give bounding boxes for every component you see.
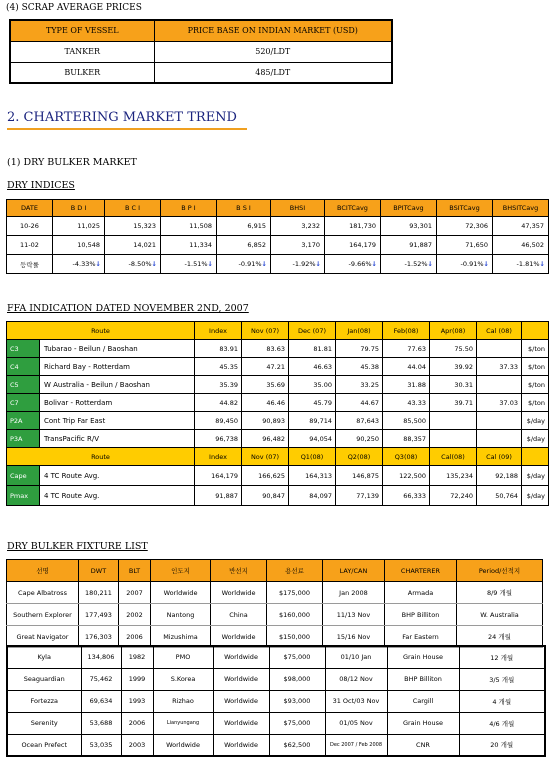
ffa-value: 44.04 bbox=[383, 358, 430, 376]
fixture-cell: Grain House bbox=[387, 646, 459, 668]
ffa-unit: $/day bbox=[522, 430, 549, 448]
dry-indices-title: DRY INDICES bbox=[7, 180, 75, 191]
section-divider bbox=[7, 128, 247, 130]
ffa-unit: $/day bbox=[522, 466, 549, 486]
fixture-cell: Seaguardian bbox=[7, 668, 81, 690]
route-code: C7 bbox=[7, 394, 40, 412]
ffa-header-cell: Cal(08) bbox=[430, 448, 477, 466]
route-name: 4 TC Route Avg. bbox=[40, 486, 195, 506]
ffa-value: 35.69 bbox=[242, 376, 289, 394]
ffa-header-cell: Nov (07) bbox=[242, 322, 289, 340]
ffa-value: 166,625 bbox=[242, 466, 289, 486]
scrap-cell: TANKER bbox=[10, 41, 154, 62]
scrap-cell: BULKER bbox=[10, 62, 154, 83]
fixture-cell: Worldwide bbox=[213, 646, 269, 668]
ffa-value: 122,500 bbox=[383, 466, 430, 486]
ffa-header-cell: Q3(08) bbox=[383, 448, 430, 466]
ffa-value: 89,450 bbox=[195, 412, 242, 430]
dry-bulker-market-title: (1) DRY BULKER MARKET bbox=[7, 157, 137, 168]
change-cell bbox=[325, 255, 381, 274]
ffa-value: 87,643 bbox=[336, 412, 383, 430]
scrap-cell: 520/LDT bbox=[154, 41, 392, 62]
indices-header-cell: BCITCavg bbox=[325, 200, 381, 217]
ffa-value: 47.21 bbox=[242, 358, 289, 376]
fixture-cell: Kyla bbox=[7, 646, 81, 668]
fixture-cell: Worldwide bbox=[153, 734, 213, 756]
change-value: -4.33% bbox=[72, 260, 96, 268]
ffa-value: 85,500 bbox=[383, 412, 430, 430]
scrap-cell: 485/LDT bbox=[154, 62, 392, 83]
ffa-value: 164,179 bbox=[195, 466, 242, 486]
indices-cell: 11,025 bbox=[53, 217, 105, 236]
fixture-header-cell: Period/선적지 bbox=[457, 560, 543, 582]
route-code: P3A bbox=[7, 430, 40, 448]
fixture-row bbox=[7, 690, 545, 712]
ffa-value: 88,357 bbox=[383, 430, 430, 448]
route-name: W Australia - Beilun / Baoshan bbox=[40, 376, 195, 394]
fixture-cell: Jan 2008 bbox=[323, 582, 385, 604]
fixture-header-row bbox=[7, 560, 543, 582]
fixture-cell: 1999 bbox=[121, 668, 153, 690]
indices-cell: 14,021 bbox=[105, 236, 161, 255]
indices-cell: 11-02 bbox=[7, 236, 53, 255]
ffa-unit: $/ton bbox=[522, 394, 549, 412]
fixture-cell: 176,303 bbox=[79, 626, 119, 648]
ffa-value: 83.63 bbox=[242, 340, 289, 358]
ffa-value: 46.46 bbox=[242, 394, 289, 412]
fixture-cell: Dec 2007 / Feb 2008 bbox=[325, 734, 387, 756]
route-name: Tubarao - Beilun / Baoshan bbox=[40, 340, 195, 358]
change-cell bbox=[161, 255, 217, 274]
ffa-header-cell: Index bbox=[195, 322, 242, 340]
indices-cell: 164,179 bbox=[325, 236, 381, 255]
route-name: Richard Bay - Rotterdam bbox=[40, 358, 195, 376]
fixture-cell: Mizushima bbox=[151, 626, 211, 648]
ffa-value: 44.67 bbox=[336, 394, 383, 412]
indices-cell: 6,852 bbox=[217, 236, 271, 255]
fixture-cell: Worldwide bbox=[213, 734, 269, 756]
fixture-cell: 11/13 Nov bbox=[323, 604, 385, 626]
ffa-row bbox=[7, 412, 549, 430]
fixture-cell: W. Australia bbox=[457, 604, 543, 626]
indices-header-cell: B D I bbox=[53, 200, 105, 217]
fixture-cell: 01/05 Nov bbox=[325, 712, 387, 734]
fixture-cell: Ocean Prefect bbox=[7, 734, 81, 756]
ffa-unit: $/ton bbox=[522, 376, 549, 394]
indices-cell: 72,306 bbox=[437, 217, 493, 236]
ffa-value: 72,240 bbox=[430, 486, 477, 506]
ffa-value: 90,893 bbox=[242, 412, 289, 430]
fixture-cell: 15/16 Nov bbox=[323, 626, 385, 648]
indices-cell: 71,650 bbox=[437, 236, 493, 255]
ffa-value: 45.38 bbox=[336, 358, 383, 376]
ffa-value: 77.63 bbox=[383, 340, 430, 358]
ffa-value: 96,738 bbox=[195, 430, 242, 448]
indices-cell: 93,301 bbox=[381, 217, 437, 236]
indices-cell: 11,334 bbox=[161, 236, 217, 255]
change-cell bbox=[53, 255, 105, 274]
ffa-value: 75.50 bbox=[430, 340, 477, 358]
ffa-table bbox=[6, 321, 549, 506]
ffa-header-cell: Route bbox=[7, 322, 195, 340]
fixture-cell: 2002 bbox=[119, 604, 151, 626]
ffa-header-cell: Route bbox=[7, 448, 195, 466]
ffa-value: 30.31 bbox=[430, 376, 477, 394]
fixture-cell: Cape Albatross bbox=[7, 582, 79, 604]
fixture-header-cell: 반선지 bbox=[211, 560, 267, 582]
fixture-cell: BHP Billiton bbox=[385, 604, 457, 626]
fixture-row bbox=[7, 646, 545, 668]
fixture-cell: 24 개월 bbox=[457, 626, 543, 648]
indices-cell: 91,887 bbox=[381, 236, 437, 255]
ffa-header-cell bbox=[522, 322, 549, 340]
fixture-header-cell: CHARTERER bbox=[385, 560, 457, 582]
ffa-value bbox=[430, 430, 477, 448]
indices-cell: 6,915 bbox=[217, 217, 271, 236]
change-value: -8.50% bbox=[128, 260, 152, 268]
indices-cell: 10,548 bbox=[53, 236, 105, 255]
fixture-row bbox=[7, 734, 545, 756]
down-arrow-icon: ↓ bbox=[427, 260, 433, 268]
fixture-cell: 1993 bbox=[121, 690, 153, 712]
fixture-row bbox=[7, 604, 543, 626]
fixture-header-cell: LAY/CAN bbox=[323, 560, 385, 582]
route-code: C4 bbox=[7, 358, 40, 376]
ffa-value bbox=[477, 340, 522, 358]
route-name: Cont Trip Far East bbox=[40, 412, 195, 430]
change-value: -1.92% bbox=[292, 260, 316, 268]
ffa-row bbox=[7, 430, 549, 448]
indices-cell: 3,232 bbox=[271, 217, 325, 236]
fixture-cell: 53,035 bbox=[81, 734, 121, 756]
fixture-table-bottom bbox=[6, 645, 546, 757]
fixture-cell: 4 개월 bbox=[459, 690, 545, 712]
fixture-cell: Nantong bbox=[151, 604, 211, 626]
route-code: C3 bbox=[7, 340, 40, 358]
indices-header-cell: BPITCavg bbox=[381, 200, 437, 217]
ffa-value: 45.79 bbox=[289, 394, 336, 412]
scrap-prices-table bbox=[9, 19, 393, 84]
fixture-cell: 1982 bbox=[121, 646, 153, 668]
ffa-value: 94,054 bbox=[289, 430, 336, 448]
fixture-row bbox=[7, 668, 545, 690]
route-code: C5 bbox=[7, 376, 40, 394]
indices-header-row bbox=[7, 200, 549, 217]
ffa-value: 84,097 bbox=[289, 486, 336, 506]
ffa-title: FFA INDICATION DATED NOVEMBER 2ND, 2007 bbox=[7, 303, 249, 314]
fixture-cell: $160,000 bbox=[267, 604, 323, 626]
fixture-cell: Lianyungang bbox=[153, 712, 213, 734]
fixture-cell: Cargill bbox=[387, 690, 459, 712]
ffa-header-row bbox=[7, 448, 549, 466]
fixture-cell: BHP Billiton bbox=[387, 668, 459, 690]
ffa-row bbox=[7, 486, 549, 506]
ffa-value: 135,234 bbox=[430, 466, 477, 486]
down-arrow-icon: ↓ bbox=[207, 260, 213, 268]
down-arrow-icon: ↓ bbox=[371, 260, 377, 268]
fixture-cell: $150,000 bbox=[267, 626, 323, 648]
ffa-value: 35.00 bbox=[289, 376, 336, 394]
fixture-header-cell: 선명 bbox=[7, 560, 79, 582]
down-arrow-icon: ↓ bbox=[539, 260, 545, 268]
ffa-value: 46.63 bbox=[289, 358, 336, 376]
fixture-cell: 08/12 Nov bbox=[325, 668, 387, 690]
indices-row bbox=[7, 217, 549, 236]
fixture-list-title: DRY BULKER FIXTURE LIST bbox=[7, 541, 148, 552]
fixture-header-cell: BLT bbox=[119, 560, 151, 582]
fixture-cell: Armada bbox=[385, 582, 457, 604]
ffa-value bbox=[477, 412, 522, 430]
change-cell bbox=[493, 255, 549, 274]
fixture-cell: Fortezza bbox=[7, 690, 81, 712]
down-arrow-icon: ↓ bbox=[151, 260, 157, 268]
ffa-value: 43.33 bbox=[383, 394, 430, 412]
scrap-header-price: PRICE BASE ON INDIAN MARKET (USD) bbox=[154, 20, 392, 41]
fixture-cell: 4/6 개월 bbox=[459, 712, 545, 734]
ffa-value: 44.82 bbox=[195, 394, 242, 412]
fixture-cell: Rizhao bbox=[153, 690, 213, 712]
scrap-header-type: TYPE OF VESSEL bbox=[10, 20, 154, 41]
fixture-cell: Worldwide bbox=[213, 712, 269, 734]
fixture-cell: Worldwide bbox=[151, 582, 211, 604]
change-cell bbox=[271, 255, 325, 274]
change-cell bbox=[381, 255, 437, 274]
ffa-row bbox=[7, 340, 549, 358]
ffa-value: 89,714 bbox=[289, 412, 336, 430]
change-value: -1.51% bbox=[184, 260, 208, 268]
down-arrow-icon: ↓ bbox=[483, 260, 489, 268]
fixture-header-cell: 용선료 bbox=[267, 560, 323, 582]
ffa-value: 77,139 bbox=[336, 486, 383, 506]
ffa-value: 81.81 bbox=[289, 340, 336, 358]
fixture-cell: Worldwide bbox=[211, 582, 267, 604]
fixture-cell: 8/9 개월 bbox=[457, 582, 543, 604]
route-name: 4 TC Route Avg. bbox=[40, 466, 195, 486]
indices-header-cell: B P I bbox=[161, 200, 217, 217]
ffa-value: 146,875 bbox=[336, 466, 383, 486]
fixture-cell: Worldwide bbox=[213, 690, 269, 712]
ffa-header-cell: Index bbox=[195, 448, 242, 466]
ffa-header-cell: Apr(08) bbox=[430, 322, 477, 340]
ffa-row bbox=[7, 394, 549, 412]
change-label: 등락률 bbox=[7, 255, 53, 274]
ffa-value bbox=[477, 376, 522, 394]
ffa-value: 37.33 bbox=[477, 358, 522, 376]
down-arrow-icon: ↓ bbox=[95, 260, 101, 268]
ffa-header-cell: Dec (07) bbox=[289, 322, 336, 340]
indices-cell: 47,357 bbox=[493, 217, 549, 236]
fixture-cell: 12 개월 bbox=[459, 646, 545, 668]
fixture-cell: 2003 bbox=[121, 734, 153, 756]
indices-cell: 15,323 bbox=[105, 217, 161, 236]
fixture-cell: $75,000 bbox=[269, 712, 325, 734]
indices-cell: 10-26 bbox=[7, 217, 53, 236]
fixture-cell: S.Korea bbox=[153, 668, 213, 690]
ffa-header-cell bbox=[522, 448, 549, 466]
fixture-cell: Serenity bbox=[7, 712, 81, 734]
fixture-cell: Grain House bbox=[387, 712, 459, 734]
section-title: 2. CHARTERING MARKET TREND bbox=[7, 110, 237, 125]
fixture-cell: 3/5 개월 bbox=[459, 668, 545, 690]
change-cell bbox=[437, 255, 493, 274]
ffa-unit: $/day bbox=[522, 412, 549, 430]
fixture-cell: 31 Oct/03 Nov bbox=[325, 690, 387, 712]
fixture-cell: $98,000 bbox=[269, 668, 325, 690]
fixture-cell: $93,000 bbox=[269, 690, 325, 712]
fixture-cell: 180,211 bbox=[79, 582, 119, 604]
down-arrow-icon: ↓ bbox=[315, 260, 321, 268]
indices-header-cell: B C I bbox=[105, 200, 161, 217]
ffa-value: 90,847 bbox=[242, 486, 289, 506]
indices-header-cell: BSITCavg bbox=[437, 200, 493, 217]
fixture-row bbox=[7, 712, 545, 734]
ffa-row bbox=[7, 376, 549, 394]
ffa-value: 96,482 bbox=[242, 430, 289, 448]
fixture-table-top bbox=[6, 559, 543, 648]
change-cell bbox=[217, 255, 271, 274]
fixture-cell: $75,000 bbox=[269, 646, 325, 668]
fixture-cell: 53,688 bbox=[81, 712, 121, 734]
route-code: P2A bbox=[7, 412, 40, 430]
ffa-value: 37.03 bbox=[477, 394, 522, 412]
indices-cell: 3,170 bbox=[271, 236, 325, 255]
ffa-value: 35.39 bbox=[195, 376, 242, 394]
change-value: -0.91% bbox=[460, 260, 484, 268]
fixture-cell: 2007 bbox=[119, 582, 151, 604]
ffa-value bbox=[430, 412, 477, 430]
change-cell bbox=[105, 255, 161, 274]
fixture-cell: CNR bbox=[387, 734, 459, 756]
route-code: Pmax bbox=[7, 486, 40, 506]
indices-change-row bbox=[7, 255, 549, 274]
fixture-cell: $62,500 bbox=[269, 734, 325, 756]
ffa-value: 45.35 bbox=[195, 358, 242, 376]
indices-cell: 46,502 bbox=[493, 236, 549, 255]
fixture-cell: 2006 bbox=[119, 626, 151, 648]
ffa-value: 50,764 bbox=[477, 486, 522, 506]
change-value: -0.91% bbox=[238, 260, 262, 268]
ffa-header-cell: Nov (07) bbox=[242, 448, 289, 466]
ffa-value: 39.92 bbox=[430, 358, 477, 376]
ffa-row bbox=[7, 466, 549, 486]
route-name: Bolivar - Rotterdam bbox=[40, 394, 195, 412]
change-value: -9.66% bbox=[348, 260, 372, 268]
ffa-value bbox=[477, 430, 522, 448]
ffa-value: 66,333 bbox=[383, 486, 430, 506]
ffa-header-cell: Cal (08) bbox=[477, 322, 522, 340]
fixture-cell: Worldwide bbox=[213, 668, 269, 690]
ffa-header-cell: Jan(08) bbox=[336, 322, 383, 340]
ffa-value: 164,313 bbox=[289, 466, 336, 486]
fixture-cell: Great Navigator bbox=[7, 626, 79, 648]
fixture-header-cell: DWT bbox=[79, 560, 119, 582]
indices-row bbox=[7, 236, 549, 255]
ffa-header-cell: Cal (09) bbox=[477, 448, 522, 466]
ffa-value: 33.25 bbox=[336, 376, 383, 394]
fixture-cell: $175,000 bbox=[267, 582, 323, 604]
fixture-cell: 177,493 bbox=[79, 604, 119, 626]
route-code: Cape bbox=[7, 466, 40, 486]
ffa-unit: $/ton bbox=[522, 358, 549, 376]
ffa-header-row bbox=[7, 322, 549, 340]
ffa-value: 83.91 bbox=[195, 340, 242, 358]
fixture-cell: Far Eastern bbox=[385, 626, 457, 648]
fixture-cell: 20 개월 bbox=[459, 734, 545, 756]
scrap-title: (4) SCRAP AVERAGE PRICES bbox=[6, 3, 142, 13]
ffa-header-cell: Q2(08) bbox=[336, 448, 383, 466]
fixture-cell: Worldwide bbox=[211, 626, 267, 648]
ffa-value: 90,250 bbox=[336, 430, 383, 448]
change-value: -1.52% bbox=[404, 260, 428, 268]
ffa-value: 92,188 bbox=[477, 466, 522, 486]
ffa-value: 91,887 bbox=[195, 486, 242, 506]
fixture-cell: Southern Explorer bbox=[7, 604, 79, 626]
fixture-header-cell: 인도지 bbox=[151, 560, 211, 582]
ffa-header-cell: Q1(08) bbox=[289, 448, 336, 466]
fixture-cell: 01/10 Jan bbox=[325, 646, 387, 668]
fixture-cell: 2006 bbox=[121, 712, 153, 734]
indices-header-cell: B S I bbox=[217, 200, 271, 217]
indices-cell: 11,508 bbox=[161, 217, 217, 236]
fixture-row bbox=[7, 582, 543, 604]
fixture-cell: 69,634 bbox=[81, 690, 121, 712]
indices-header-cell: BHSITCavg bbox=[493, 200, 549, 217]
fixture-cell: 75,462 bbox=[81, 668, 121, 690]
indices-cell: 181,730 bbox=[325, 217, 381, 236]
ffa-unit: $/day bbox=[522, 486, 549, 506]
fixture-cell: 134,806 bbox=[81, 646, 121, 668]
ffa-value: 39.71 bbox=[430, 394, 477, 412]
down-arrow-icon: ↓ bbox=[261, 260, 267, 268]
fixture-cell: PMO bbox=[153, 646, 213, 668]
ffa-row bbox=[7, 358, 549, 376]
change-value: -1.81% bbox=[516, 260, 540, 268]
dry-indices-table bbox=[6, 199, 549, 274]
indices-header-cell: BHSI bbox=[271, 200, 325, 217]
ffa-unit: $/ton bbox=[522, 340, 549, 358]
ffa-header-cell: Feb(08) bbox=[383, 322, 430, 340]
route-name: TransPacific R/V bbox=[40, 430, 195, 448]
ffa-value: 79.75 bbox=[336, 340, 383, 358]
ffa-value: 31.88 bbox=[383, 376, 430, 394]
fixture-cell: China bbox=[211, 604, 267, 626]
indices-header-cell: DATE bbox=[7, 200, 53, 217]
